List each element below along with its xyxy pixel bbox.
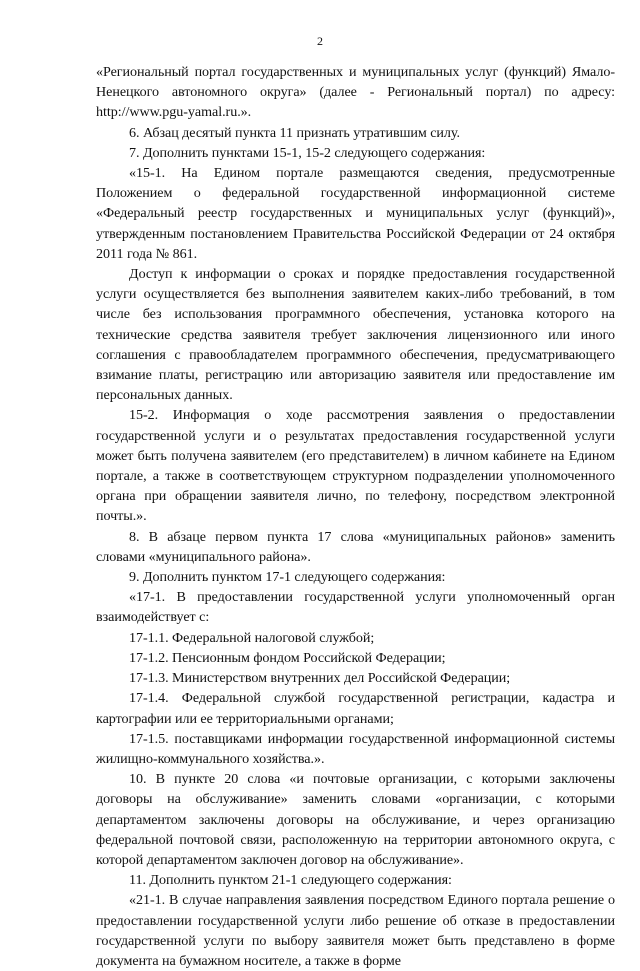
paragraph: 17-1.4. Федеральной службой государственной регистрации, кадастра и картографии или ее территориальными органами;: [96, 690, 615, 727]
paragraph: 10. В пункте 20 слова «и почтовые организации, с которыми заключены договоры на обслуживание» заменить словами «организации, с которыми департаментом заключены договоры на обслуживание, и через организацию федеральной почтовой связи, расположенную на территории автономного округа, с которой департаментом заключен договор на обслуживание».: [96, 771, 615, 868]
document-body: [96, 62, 615, 971]
paragraph: 17-1.2. Пенсионным фондом Российской Федерации;: [129, 649, 446, 666]
paragraph: «21-1. В случае направления заявления посредством Единого портала решение о предоставлении государственной услуги либо решение об отказе в предоставлении государственной услуги по выбору заявителя может быть представлено в форме документа на бумажном носителе, а также в форме: [96, 892, 615, 969]
paragraph: Доступ к информации о сроках и порядке предоставления государственной услуги осуществляется без выполнения заявителем каких-либо требований, в том числе без использования программного обеспечения, установка которого на технические средства заявителя требует заключения лицензионного или иного соглашения с правообладателем программного обеспечения, предусматривающего взимание платы, регистрацию или авторизацию заявителя или предоставление им персональных данных.: [96, 266, 615, 404]
paragraph: 17-1.5. поставщиками информации государственной информационной системы жилищно-коммунального хозяйства.».: [96, 730, 615, 767]
paragraph: 17-1.3. Министерством внутренних дел Российской Федерации;: [129, 670, 511, 687]
page-number: 2: [317, 34, 323, 48]
paragraph: «15-1. На Едином портале размещаются сведения, предусмотренные Положением о федеральной государственной информационной системе «Федеральный реестр государственных и муниципальных услуг (функций)», утвержденным постановлением Правительства Российской Федерации от 24 октября 2011 года № 861.: [96, 165, 615, 262]
paragraph: 11. Дополнить пунктом 21-1 следующего содержания:: [129, 872, 452, 889]
paragraph: 6. Абзац десятый пункта 11 признать утратившим силу.: [129, 124, 460, 141]
paragraph: «Региональный портал государственных и муниципальных услуг (функций) Ямало-Ненецкого автономного округа» (далее - Региональный портал) по адресу: http://www.pgu-yamal.ru.».: [96, 64, 615, 121]
paragraph: 8. В абзаце первом пункта 17 слова «муниципальных районов» заменить словами «муниципального района».: [96, 528, 615, 565]
paragraph: 15-2. Информация о ходе рассмотрения заявления о предоставлении государственной услуги и о результатах предоставления государственной услуги может быть получена заявителем (его представителем) в личном кабинете на Едином портале, а также в соответствующем структурном подразделении уполномоченного органа при обращении заявителя лично, по телефону, посредством электронной почты.».: [96, 407, 615, 525]
paragraph: «17-1. В предоставлении государственной услуги уполномоченный орган взаимодействует с:: [96, 589, 615, 626]
paragraph: 17-1.1. Федеральной налоговой службой;: [129, 629, 375, 646]
paragraph: 7. Дополнить пунктами 15-1, 15-2 следующего содержания:: [129, 144, 486, 161]
paragraph: 9. Дополнить пунктом 17-1 следующего содержания:: [129, 569, 446, 586]
